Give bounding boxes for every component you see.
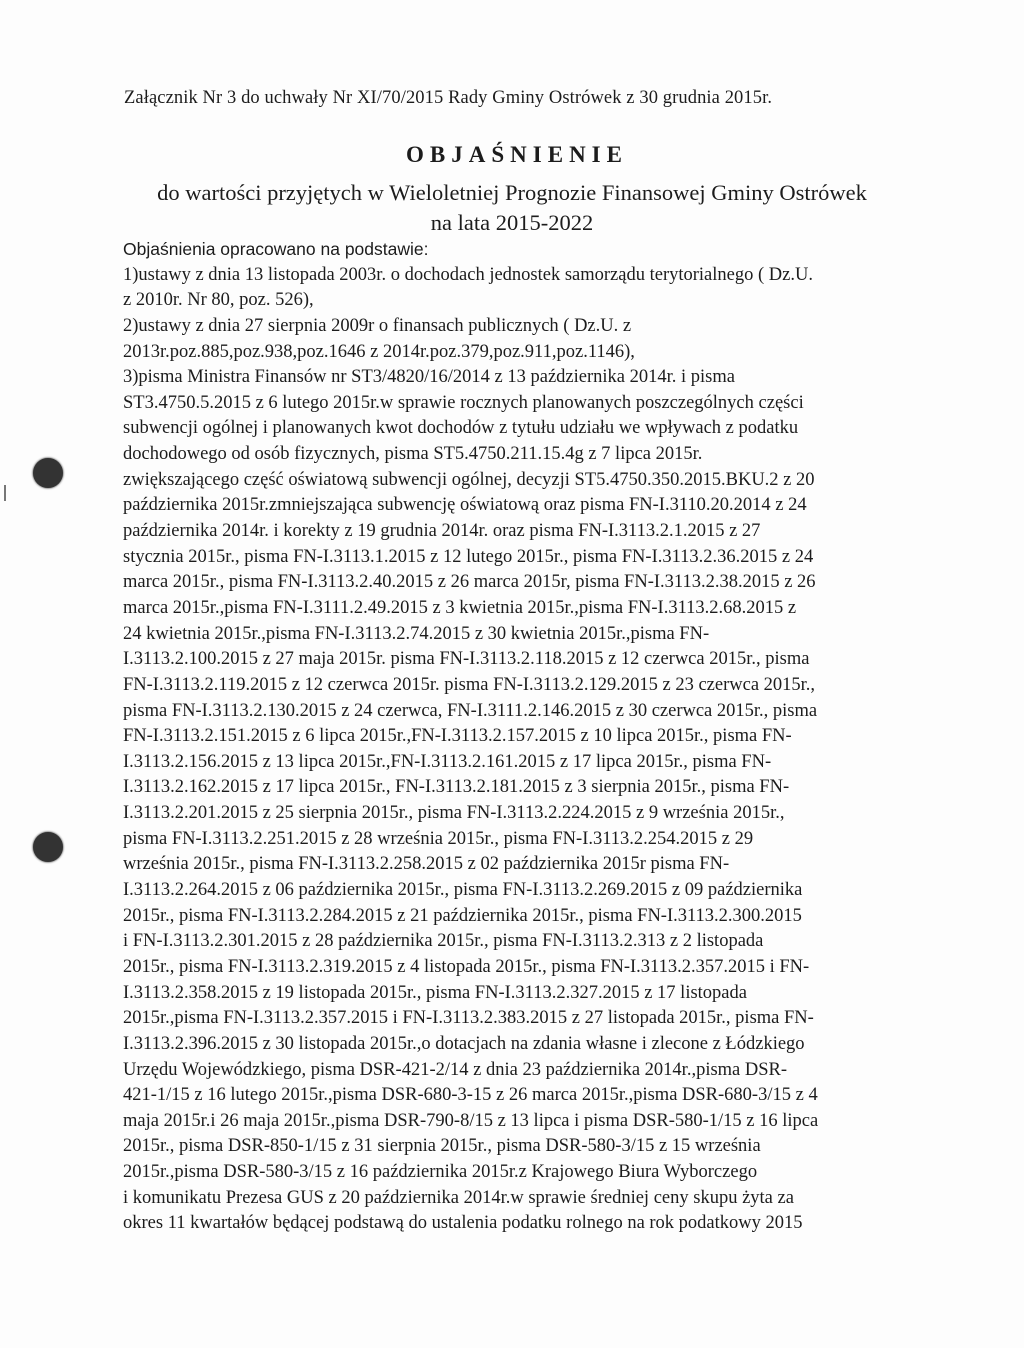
body-line: pisma FN-I.3113.2.130.2015 z 24 czerwca, FN-I.3111.2.146.2015 z 30 czerwca 2015r., pisma [123,700,818,721]
body-line: I.3113.2.156.2015 z 13 lipca 2015r.,FN-I.3113.2.161.2015 z 17 lipca 2015r., pisma FN- [123,751,772,772]
body-line: maja 2015r.i 26 maja 2015r.,pisma DSR-790-8/15 z 13 lipca i pisma DSR-580-1/15 z 16 lipca [123,1110,819,1131]
body-line: subwencji ogólnej i planowanych kwot dochodów z tytułu udziału we wpływach z podatku [123,418,799,439]
body-line: z 2010r. Nr 80, poz. 526), [123,290,314,311]
basis-label: Objaśnienia opracowano na podstawie: [123,239,429,259]
body-line: I.3113.2.201.2015 z 25 sierpnia 2015r., pisma FN-I.3113.2.224.2015 z 9 września 2015r., [123,803,785,824]
body-line: FN-I.3113.2.151.2015 z 6 lipca 2015r.,FN-I.3113.2.157.2015 z 10 lipca 2015r., pisma FN- [123,726,792,747]
body-line: marca 2015r.,pisma FN-I.3111.2.49.2015 z 3 kwietnia 2015r.,pisma FN-I.3113.2.68.2015 z [123,597,797,618]
body-line: 2)ustawy z dnia 27 sierpnia 2009r o finansach publicznych ( Dz.U. z [123,315,632,336]
body-line: 3)pisma Ministra Finansów nr ST3/4820/16/2014 z 13 października 2014r. i pisma [123,367,735,388]
body-line: 24 kwietnia 2015r.,pisma FN-I.3113.2.74.2015 z 30 kwietnia 2015r.,pisma FN- [123,623,710,644]
body-line: 421-1/15 z 16 lutego 2015r.,pisma DSR-680-3-15 z 26 marca 2015r.,pisma DSR-680-3/15 z 4 [123,1085,818,1106]
document-subtitle-line-2: na lata 2015-2022 [430,210,594,235]
body-line [123,1237,913,1263]
body-line: okres 11 kwartałów będącej podstawą do ustalenia podatku rolnego na rok podatkowy 2015 [123,1213,803,1234]
body-line: Urzędu Wojewódzkiego, pisma DSR-421-2/14 z dnia 23 października 2014r.,pisma DSR- [123,1059,788,1080]
document-title: OBJAŚNIENIE [406,142,628,167]
scan-edge-mark [4,485,6,501]
body-line: I.3113.2.396.2015 z 30 listopada 2015r.,o dotacjach na zdania własne i zlecone z Łódzkiego [123,1033,805,1054]
body-line: 2015r.,pisma FN-I.3113.2.357.2015 i FN-I.3113.2.383.2015 z 27 listopada 2015r., pisma FN- [123,1008,814,1029]
body-line: FN-I.3113.2.119.2015 z 12 czerwca 2015r. pisma FN-I.3113.2.129.2015 z 23 czerwca 2015r., [123,674,816,695]
body-line: 1)ustawy z dnia 13 listopada 2003r. o dochodach jednostek samorządu terytorialnego ( Dz.U. [123,264,813,285]
body-line: października 2014r. i korekty z 19 grudnia 2014r. oraz pisma FN-I.3113.2.1.2015 z 27 [123,521,761,542]
body-line: 2015r., pisma FN-I.3113.2.319.2015 z 4 listopada 2015r., pisma FN-I.3113.2.357.2015 i FN- [123,956,810,977]
punch-hole-bottom [33,832,63,862]
body-line: pisma FN-I.3113.2.251.2015 z 28 września 2015r., pisma FN-I.3113.2.254.2015 z 29 [123,828,754,849]
body-line: 2015r., pisma FN-I.3113.2.284.2015 z 21 października 2015r., pisma FN-I.3113.2.300.2015 [123,905,802,926]
punch-hole-top [33,458,63,488]
body-line: i komunikatu Prezesa GUS z 20 października 2014r.w sprawie średniej ceny skupu żyta za [123,1187,794,1208]
body-line: I.3113.2.358.2015 z 19 listopada 2015r., pisma FN-I.3113.2.327.2015 z 17 listopada [123,982,747,1003]
body-line: września 2015r., pisma FN-I.3113.2.258.2015 z 02 października 2015r pisma FN- [123,854,730,875]
body-line: 2015r., pisma DSR-850-1/15 z 31 sierpnia 2015r., pisma DSR-580-3/15 z 15 września [123,1136,761,1157]
body-line: 2015r.,pisma DSR-580-3/15 z 16 października 2015r.z Krajowego Biura Wyborczego [123,1162,758,1183]
body-line: 2013r.poz.885,poz.938,poz.1646 z 2014r.poz.379,poz.911,poz.1146), [123,341,635,362]
body-line: i FN-I.3113.2.301.2015 z 28 października 2015r., pisma FN-I.3113.2.313 z 2 listopada [123,931,764,952]
body-line: I.3113.2.100.2015 z 27 maja 2015r. pisma FN-I.3113.2.118.2015 z 12 czerwca 2015r., pisma [123,649,810,670]
body-line: marca 2015r., pisma FN-I.3113.2.40.2015 z 26 marca 2015r, pisma FN-I.3113.2.38.2015 z 26 [123,572,816,593]
body-line: stycznia 2015r., pisma FN-I.3113.1.2015 z 12 lutego 2015r., pisma FN-I.3113.2.36.2015 z 24 [123,546,814,567]
body-line: I.3113.2.162.2015 z 17 lipca 2015r., FN-I.3113.2.181.2015 z 3 sierpnia 2015r., pisma FN- [123,777,790,798]
document-body [123,237,913,1263]
body-line: października 2015r.zmniejszająca subwencję oświatową oraz pisma FN-I.3110.20.2014 z 24 [123,495,807,516]
body-line: I.3113.2.264.2015 z 06 października 2015r., pisma FN-I.3113.2.269.2015 z 09 października [123,880,803,901]
body-line: zwiększającego część oświatową subwencji ogólnej, decyzji ST5.4750.350.2015.BKU.2 z 20 [123,469,815,490]
body-line: ST3.4750.5.2015 z 6 lutego 2015r.w sprawie rocznych planowanych poszczególnych części [123,392,804,413]
body-line: dochodowego od osób fizycznych, pisma ST5.4750.211.15.4g z 7 lipca 2015r. [123,444,703,465]
attachment-header: Załącznik Nr 3 do uchwały Nr XI/70/2015 Rady Gminy Ostrówek z 30 grudnia 2015r. [124,88,773,108]
document-subtitle-line-1: do wartości przyjętych w Wieloletniej Prognozie Finansowej Gminy Ostrówek [157,180,867,205]
